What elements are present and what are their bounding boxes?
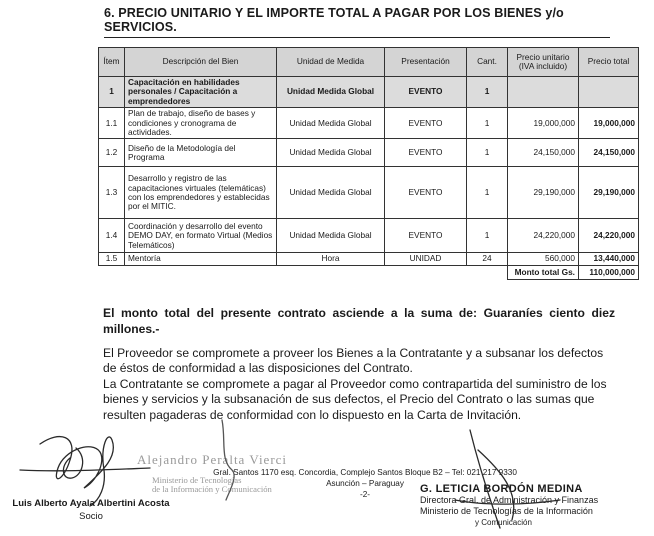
cell-description: Capacitación en habilidades personales / Capacitación a emprendedores [125, 77, 277, 108]
total-blank [99, 265, 508, 279]
footer-address: Gral. Santos 1170 esq. Concordia, Complejo Santos Bloque B2 – Tel: 021 217 9330 [213, 468, 517, 477]
page-number: -2- [359, 490, 370, 499]
cell-quantity: 1 [467, 167, 508, 219]
cell-total-price: 29,190,000 [579, 167, 639, 219]
faint-ministry-line-1: Ministerio de Tecnologías [152, 475, 242, 485]
header-item: Ítem [99, 48, 125, 77]
cell-total-price: 13,440,000 [579, 253, 639, 265]
cell-description: Mentoría [125, 253, 277, 265]
table-row [99, 167, 639, 219]
left-signature-scribble [20, 437, 150, 506]
left-signer-role: Socio [79, 511, 103, 522]
provider-paragraph: El Proveedor se compromete a proveer los Bienes a la Contratante y a subsanar los defectos de éstos de conformidad a las disposiciones del Contrato. [103, 346, 604, 376]
cell-description: Coordinación y desarrollo del evento DEMO DAY, en formato Virtual (Medios Telemáticos) [125, 219, 277, 253]
table-row [99, 108, 639, 139]
cell-total-price: 24,220,000 [579, 219, 639, 253]
cell-total-price: 19,000,000 [579, 108, 639, 139]
cell-presentation: UNIDAD [385, 253, 467, 265]
cell-description: Plan de trabajo, diseño de bases y condiciones y cronograma de actividades. [125, 108, 277, 139]
total-value: 110,000,000 [579, 265, 639, 279]
header-quantity: Cant. [467, 48, 508, 77]
right-signer-title-3: y Comunicación [475, 518, 532, 527]
price-table [98, 47, 639, 280]
cell-presentation: EVENTO [385, 139, 467, 167]
table-row [99, 219, 639, 253]
right-signer-title-1: Directora Gral. de Administración y Finanzas [420, 495, 599, 505]
left-signature-block [6, 497, 176, 523]
cell-quantity: 1 [467, 219, 508, 253]
cell-item: 1.2 [99, 139, 125, 167]
table-header-row [99, 48, 639, 77]
cell-item: 1.1 [99, 108, 125, 139]
cell-unit: Unidad Medida Global [277, 139, 385, 167]
total-label: Monto total Gs. [508, 265, 579, 279]
cell-presentation: EVENTO [385, 108, 467, 139]
cell-unit-price: 19,000,000 [508, 108, 579, 139]
cell-unit: Unidad Medida Global [277, 108, 385, 139]
cell-unit-price [508, 77, 579, 108]
cell-item: 1.5 [99, 253, 125, 265]
contractor-paragraph: La Contratante se compromete a pagar al Proveedor como contrapartida del suministro de los bienes y servicios y la subsanación de sus defectos, el Precio del Contrato o las sumas que resulten pagaderas de conformidad con lo dispuesto en la Carta de Invitación. [103, 377, 607, 422]
cell-total-price [579, 77, 639, 108]
cell-quantity: 1 [467, 108, 508, 139]
left-signer-name: Luis Alberto Ayala Albertini Acosta [12, 498, 170, 509]
right-signer-name: G. LETICIA BORDÓN MEDINA [420, 483, 583, 495]
header-unit-price: Precio unitario (IVA incluido) [508, 48, 579, 77]
footer-city: Asunción – Paraguay [326, 479, 404, 488]
cell-description: Desarrollo y registro de las capacitaciones virtuales (telemáticas) con los emprendedores y establecidas por el MITIC. [125, 167, 277, 219]
header-description: Descripción del Bien [125, 48, 277, 77]
header-total-price: Precio total [579, 48, 639, 77]
section-heading: 6. PRECIO UNITARIO Y EL IMPORTE TOTAL A PAGAR POR LOS BIENES y/o SERVICIOS. [104, 6, 610, 38]
contract-amount-sentence: El monto total del presente contrato asciende a la suma de: Guaraníes ciento diez millones.- [103, 306, 615, 336]
cell-unit-price: 24,150,000 [508, 139, 579, 167]
cell-presentation: EVENTO [385, 219, 467, 253]
right-signature-block [420, 484, 620, 528]
cell-unit-price: 29,190,000 [508, 167, 579, 219]
header-unit: Unidad de Medida [277, 48, 385, 77]
cell-quantity: 1 [467, 77, 508, 108]
right-signer-title-2: Ministerio de Tecnologías de la Información [420, 506, 593, 516]
cell-quantity: 24 [467, 253, 508, 265]
faint-ministry-line-2: de la Información y Comunicación [152, 484, 272, 494]
cell-presentation: EVENTO [385, 167, 467, 219]
cell-unit: Unidad Medida Global [277, 167, 385, 219]
cell-unit-price: 24,220,000 [508, 219, 579, 253]
cell-description: Diseño de la Metodología del Programa [125, 139, 277, 167]
total-row [99, 265, 639, 279]
left-signature-loop [63, 448, 82, 478]
cell-unit: Unidad Medida Global [277, 219, 385, 253]
cell-quantity: 1 [467, 139, 508, 167]
cell-total-price: 24,150,000 [579, 139, 639, 167]
cell-presentation: EVENTO [385, 77, 467, 108]
cell-item: 1.3 [99, 167, 125, 219]
faint-signature-name: Alejandro Peralta Vierci [137, 452, 288, 467]
cell-item: 1 [99, 77, 125, 108]
table-row [99, 253, 639, 265]
header-presentation: Presentación [385, 48, 467, 77]
cell-item: 1.4 [99, 219, 125, 253]
cell-unit-price: 560,000 [508, 253, 579, 265]
table-row [99, 139, 639, 167]
cell-unit: Hora [277, 253, 385, 265]
cell-unit: Unidad Medida Global [277, 77, 385, 108]
table-row [99, 77, 639, 108]
